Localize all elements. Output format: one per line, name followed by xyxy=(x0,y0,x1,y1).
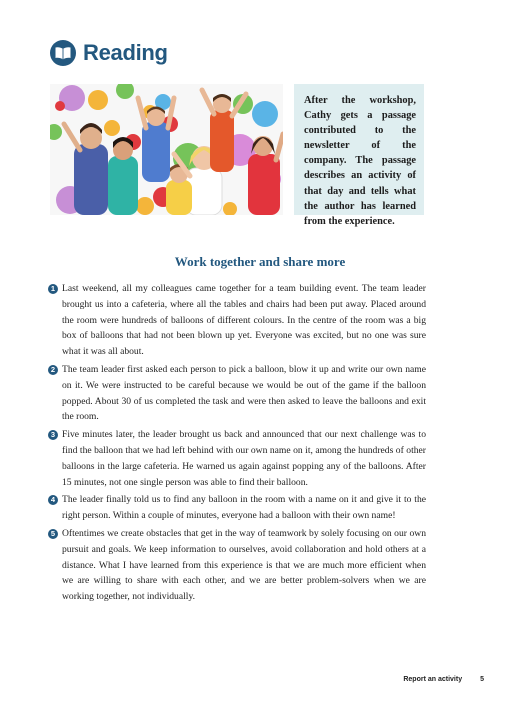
balloon-party-photo xyxy=(50,84,283,215)
paragraph-text: Five minutes later, the leader brought us back and announced that our next challenge was to find the balloon that we had left behind with our own name on it, among the hundreds of other balloons in the large cafeteria. He warned us again against popping any of the balloons. After 15 minutes, not one single person was able to find their balloon. xyxy=(62,429,426,488)
paragraph-text: Last weekend, all my colleagues came together for a team building event. The team leader brought us into a cafeteria, where all the tables and chairs had been put away. Placed around the room were hundreds of balloons of different colours. In the centre of the room was a big box of balloons that had not been blown up yet. Everyone was excited, but no one was sure what it was all about. xyxy=(62,283,426,358)
footer-section: Report an activity xyxy=(403,676,463,683)
paragraph xyxy=(48,492,426,524)
paragraph xyxy=(48,526,426,605)
intro-box: After the workshop, Cathy gets a passage contributed to the newsletter of the company. The passage describes an activity of that day and tells what the author has learned from the experience. xyxy=(294,84,424,215)
paragraph-number: 2 xyxy=(48,365,58,375)
page-footer xyxy=(0,676,484,683)
section-header xyxy=(50,38,168,68)
open-book-icon xyxy=(50,40,76,66)
paragraph xyxy=(48,427,426,490)
paragraph-number: 1 xyxy=(48,284,58,294)
section-title: Reading xyxy=(83,40,168,65)
paragraph-number: 5 xyxy=(48,529,58,539)
paragraph xyxy=(48,281,426,360)
paragraph-text: Oftentimes we create obstacles that get in the way of teamwork by solely focusing on our own pursuit and goals. We keep information to ourselves, avoid collaboration and hold others at a distance. What I have learned from this experience is that we are much more efficient when we are willing to share with each other, and we are better problem-solvers when we are working together, not individually. xyxy=(62,527,426,603)
paragraph-number: 3 xyxy=(48,430,58,440)
paragraph-number: 4 xyxy=(48,495,58,505)
paragraph-text: The leader finally told us to find any balloon in the room with a name on it and give it to the right person. Within a couple of minutes, everyone had a balloon with their own name! xyxy=(62,494,426,522)
page-number: 5 xyxy=(480,676,484,683)
article-body xyxy=(48,281,426,607)
article-title: Work together and share more xyxy=(174,254,346,269)
paragraph-text: The team leader first asked each person to pick a balloon, blow it up and write our own name on it. We were instructed to be careful because we would be out of the game if the balloon popped. About 30 of us completed the task and were then asked to leave the balloons and exit the room. xyxy=(62,363,426,423)
paragraph xyxy=(48,362,426,425)
